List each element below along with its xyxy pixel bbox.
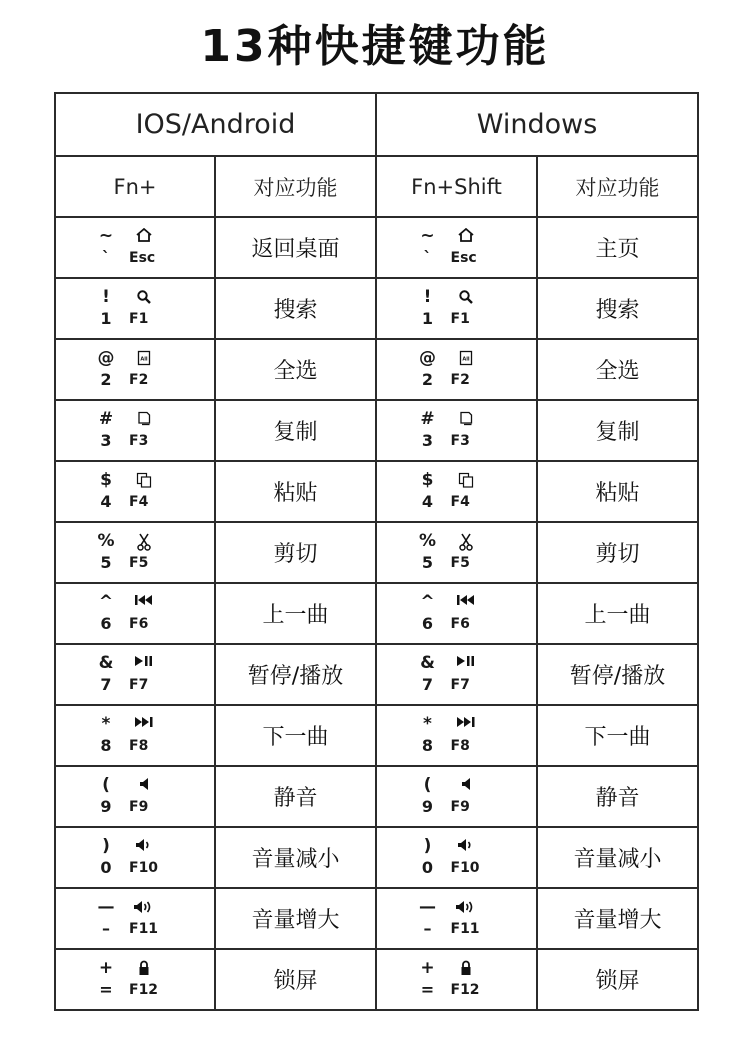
function-key: F10 — [129, 859, 159, 876]
function-key: F12 — [129, 981, 159, 998]
function-key: F11 — [450, 920, 480, 937]
windows-key-combo — [376, 278, 537, 339]
windows-function: 音量增大 — [537, 888, 698, 949]
key-legend — [415, 531, 499, 575]
windows-function: 粘贴 — [537, 461, 698, 522]
ios-function-column-header: 对应功能 — [215, 156, 376, 217]
key-digit: – — [423, 918, 432, 938]
key-digit: 6 — [100, 613, 112, 633]
function-key: F8 — [129, 737, 149, 754]
previous-track-icon — [129, 593, 159, 611]
key-digit: ` — [423, 247, 432, 267]
ios-function: 下一曲 — [215, 705, 376, 766]
windows-key-combo — [376, 461, 537, 522]
copy-icon — [451, 410, 481, 428]
key-legend — [415, 592, 499, 636]
volume-up-icon — [129, 898, 159, 916]
shift-symbol: # — [420, 408, 435, 429]
shift-symbol: % — [97, 530, 115, 551]
next-track-icon — [129, 715, 159, 733]
key-digit: – — [102, 918, 110, 938]
shortcut-table — [54, 92, 699, 1011]
shift-symbol: @ — [419, 347, 436, 368]
key-digit: 6 — [421, 613, 434, 633]
page-title: 13种快捷键功能 — [200, 21, 550, 72]
key-digit: 0 — [100, 857, 112, 877]
platform-header-row — [55, 93, 698, 156]
shortcut-row — [55, 705, 698, 766]
windows-key-combo — [376, 339, 537, 400]
previous-track-icon — [451, 593, 481, 611]
key-digit: ` — [102, 247, 110, 267]
mute-icon — [129, 776, 159, 794]
fn-shift-column-header: Fn+Shift — [376, 156, 537, 217]
shift-symbol: * — [423, 713, 432, 734]
function-key: F3 — [450, 432, 470, 449]
shift-symbol: $ — [100, 469, 112, 490]
key-legend — [415, 409, 499, 453]
shift-symbol: ) — [102, 835, 110, 856]
shortcut-row — [55, 339, 698, 400]
function-key: F1 — [129, 310, 149, 327]
key-digit: 3 — [421, 430, 434, 450]
windows-header: Windows — [376, 93, 698, 156]
paste-icon — [129, 471, 159, 489]
fn-column-header: Fn+ — [55, 156, 215, 217]
mute-icon — [451, 776, 481, 794]
copy-icon — [129, 410, 159, 428]
shift-symbol: ( — [102, 774, 110, 795]
ios-function: 剪切 — [215, 522, 376, 583]
key-legend — [93, 348, 177, 392]
key-legend — [415, 775, 499, 819]
ios-function: 音量增大 — [215, 888, 376, 949]
column-header-row — [55, 156, 698, 217]
key-digit: 5 — [421, 552, 434, 572]
key-legend — [415, 836, 499, 880]
function-key: F10 — [450, 859, 480, 876]
ios-key-combo — [55, 522, 215, 583]
shift-symbol: & — [420, 652, 435, 673]
windows-key-combo — [376, 888, 537, 949]
key-digit: 2 — [421, 369, 434, 389]
next-track-icon — [451, 715, 481, 733]
key-digit: 1 — [100, 308, 112, 328]
key-digit: 2 — [100, 369, 112, 389]
key-legend — [93, 592, 177, 636]
scissors-icon — [129, 532, 159, 550]
windows-key-combo — [376, 400, 537, 461]
home-icon — [451, 227, 481, 245]
windows-function: 静音 — [537, 766, 698, 827]
function-key: F9 — [129, 798, 149, 815]
key-digit: 7 — [421, 674, 434, 694]
svg-text:All: All — [461, 356, 470, 362]
function-key: F6 — [129, 615, 149, 632]
select-all-icon — [129, 349, 159, 367]
ios-key-combo — [55, 888, 215, 949]
ios-function: 全选 — [215, 339, 376, 400]
shortcut-row — [55, 949, 698, 1010]
home-icon — [129, 227, 159, 245]
windows-key-combo — [376, 217, 537, 278]
key-legend — [415, 958, 499, 1002]
ios-key-combo — [55, 583, 215, 644]
lock-icon — [129, 959, 159, 977]
shift-symbol: ! — [102, 286, 110, 307]
shift-symbol: $ — [421, 469, 434, 490]
ios-key-combo — [55, 644, 215, 705]
shortcut-row — [55, 461, 698, 522]
function-key: F2 — [129, 371, 149, 388]
key-legend — [93, 714, 177, 758]
shift-symbol: ( — [423, 774, 432, 795]
ios-function: 上一曲 — [215, 583, 376, 644]
key-digit: 4 — [100, 491, 112, 511]
windows-key-combo — [376, 522, 537, 583]
ios-key-combo — [55, 705, 215, 766]
ios-function: 粘贴 — [215, 461, 376, 522]
windows-function-column-header: 对应功能 — [537, 156, 698, 217]
windows-function: 复制 — [537, 400, 698, 461]
key-legend — [415, 470, 499, 514]
play-pause-icon — [451, 654, 481, 672]
key-legend — [93, 470, 177, 514]
key-legend — [415, 897, 499, 941]
function-key: F4 — [450, 493, 470, 510]
key-legend — [415, 226, 499, 270]
function-key: F5 — [450, 554, 470, 571]
function-key: F2 — [450, 371, 470, 388]
shortcut-row — [55, 522, 698, 583]
shortcut-row — [55, 583, 698, 644]
key-legend — [93, 653, 177, 697]
play-pause-icon — [129, 654, 159, 672]
ios-function: 锁屏 — [215, 949, 376, 1010]
ios-key-combo — [55, 400, 215, 461]
key-digit: = — [99, 979, 113, 999]
key-digit: 8 — [421, 735, 434, 755]
function-key: F8 — [450, 737, 470, 754]
ios-function: 静音 — [215, 766, 376, 827]
key-digit: 0 — [421, 857, 434, 877]
function-key: F12 — [450, 981, 480, 998]
function-key: F3 — [129, 432, 149, 449]
key-legend — [93, 836, 177, 880]
shift-symbol: ^ — [98, 591, 114, 612]
volume-down-icon — [451, 837, 481, 855]
ios-key-combo — [55, 766, 215, 827]
windows-function: 暂停/播放 — [537, 644, 698, 705]
key-digit: 9 — [100, 796, 112, 816]
shift-symbol: ~ — [98, 225, 114, 246]
function-key: F5 — [129, 554, 149, 571]
windows-function: 全选 — [537, 339, 698, 400]
key-legend — [93, 287, 177, 331]
function-key: Esc — [450, 249, 477, 266]
shortcut-row — [55, 888, 698, 949]
ios-function: 暂停/播放 — [215, 644, 376, 705]
ios-key-combo — [55, 461, 215, 522]
ios-android-header: IOS/Android — [55, 93, 376, 156]
windows-function: 主页 — [537, 217, 698, 278]
shift-symbol: ~ — [420, 225, 435, 246]
ios-function: 返回桌面 — [215, 217, 376, 278]
ios-key-combo — [55, 827, 215, 888]
key-digit: 1 — [421, 308, 434, 328]
key-legend — [93, 958, 177, 1002]
key-digit: 5 — [100, 552, 112, 572]
key-legend — [415, 653, 499, 697]
shift-symbol: + — [98, 957, 114, 978]
key-legend — [415, 287, 499, 331]
scissors-icon — [451, 532, 481, 550]
lock-icon — [451, 959, 481, 977]
key-legend — [93, 897, 177, 941]
windows-key-combo — [376, 705, 537, 766]
ios-key-combo — [55, 949, 215, 1010]
select-all-icon — [451, 349, 481, 367]
windows-key-combo — [376, 583, 537, 644]
volume-down-icon — [129, 837, 159, 855]
shortcut-row — [55, 827, 698, 888]
key-legend — [93, 409, 177, 453]
ios-key-combo — [55, 339, 215, 400]
shortcut-row — [55, 400, 698, 461]
volume-up-icon — [451, 898, 481, 916]
search-icon — [129, 288, 159, 306]
ios-function: 复制 — [215, 400, 376, 461]
function-key: F11 — [129, 920, 159, 937]
paste-icon — [451, 471, 481, 489]
shortcut-row — [55, 278, 698, 339]
windows-function: 音量减小 — [537, 827, 698, 888]
key-legend — [93, 226, 177, 270]
key-digit: 4 — [421, 491, 434, 511]
function-key: F7 — [129, 676, 149, 693]
windows-function: 下一曲 — [537, 705, 698, 766]
key-digit: 9 — [421, 796, 434, 816]
key-legend — [415, 714, 499, 758]
windows-key-combo — [376, 949, 537, 1010]
key-digit: = — [420, 979, 435, 999]
function-key: F6 — [450, 615, 470, 632]
key-legend — [93, 531, 177, 575]
shift-symbol: * — [101, 713, 111, 734]
shift-symbol: — — [97, 896, 115, 917]
shift-symbol: % — [418, 530, 437, 551]
windows-function: 锁屏 — [537, 949, 698, 1010]
search-icon — [451, 288, 481, 306]
function-key: F4 — [129, 493, 149, 510]
windows-function: 上一曲 — [537, 583, 698, 644]
windows-key-combo — [376, 827, 537, 888]
key-legend — [93, 775, 177, 819]
ios-key-combo — [55, 217, 215, 278]
key-digit: 7 — [100, 674, 112, 694]
shortcut-row — [55, 644, 698, 705]
shift-symbol: @ — [97, 347, 115, 368]
ios-function: 搜索 — [215, 278, 376, 339]
shift-symbol: # — [98, 408, 114, 429]
function-key: Esc — [129, 249, 156, 266]
windows-function: 搜索 — [537, 278, 698, 339]
function-key: F9 — [450, 798, 470, 815]
shift-symbol: ) — [423, 835, 432, 856]
function-key: F7 — [450, 676, 470, 693]
shortcut-row — [55, 766, 698, 827]
shift-symbol: + — [420, 957, 435, 978]
windows-key-combo — [376, 766, 537, 827]
shift-symbol: — — [419, 896, 436, 917]
function-key: F1 — [450, 310, 470, 327]
windows-function: 剪切 — [537, 522, 698, 583]
svg-text:All: All — [140, 356, 148, 362]
shift-symbol: ! — [423, 286, 432, 307]
ios-function: 音量减小 — [215, 827, 376, 888]
key-digit: 3 — [100, 430, 112, 450]
shift-symbol: & — [98, 652, 114, 673]
shortcut-row — [55, 217, 698, 278]
windows-key-combo — [376, 644, 537, 705]
ios-key-combo — [55, 278, 215, 339]
shift-symbol: ^ — [420, 591, 435, 612]
key-legend — [415, 348, 499, 392]
key-digit: 8 — [100, 735, 112, 755]
